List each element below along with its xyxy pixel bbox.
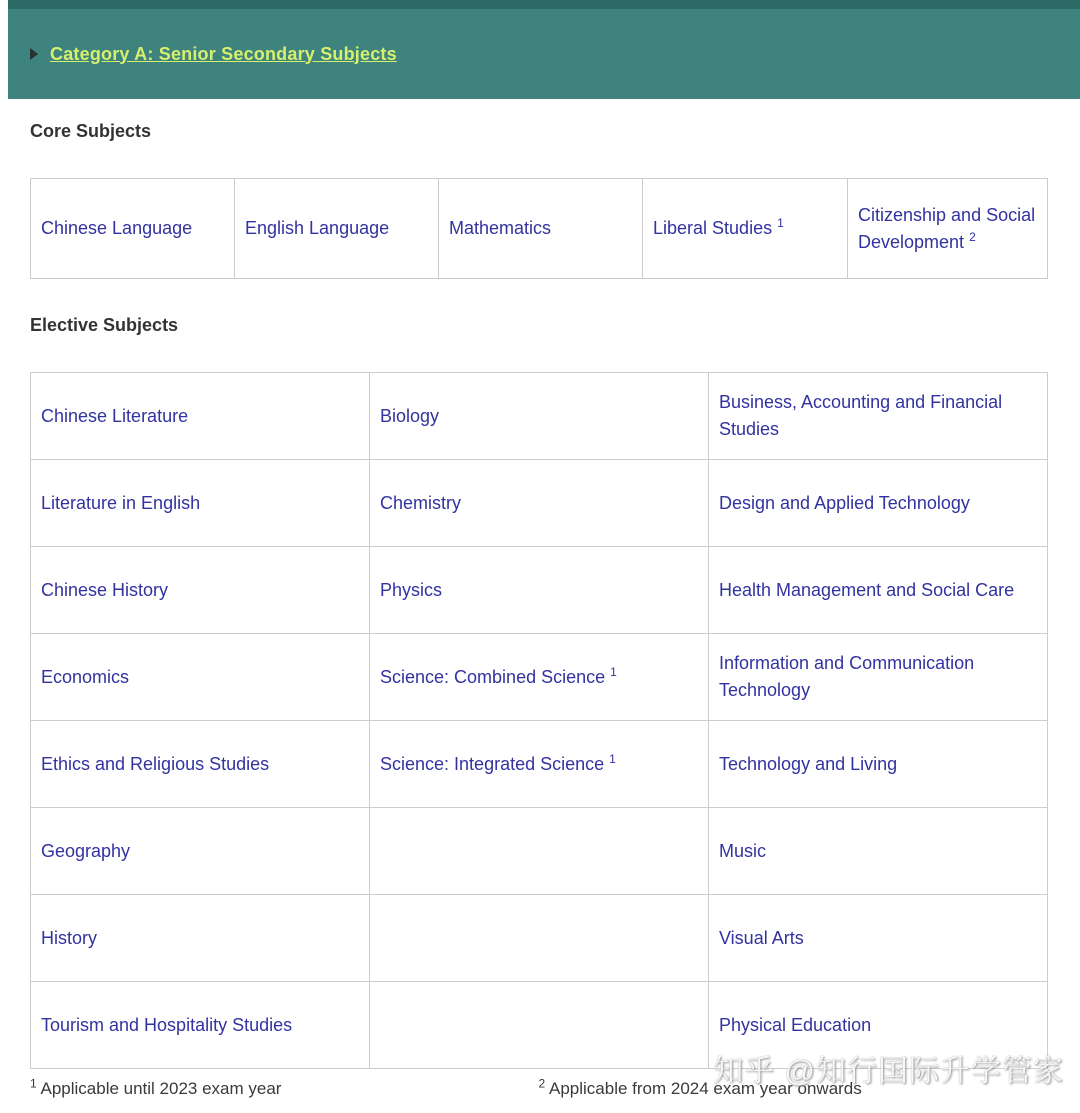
table-row: [31, 460, 1048, 547]
subject-link[interactable]: Citizenship and Social Development $^2$: [858, 204, 1036, 252]
subject-link[interactable]: Music: [719, 840, 767, 861]
table-cell: [31, 808, 370, 895]
subject-link[interactable]: Information and Communication Technology: [719, 653, 975, 700]
triangle-right-icon: [30, 48, 38, 60]
core-subjects-row: [31, 179, 1048, 279]
table-cell: [370, 547, 709, 634]
table-cell-empty: [370, 982, 709, 1069]
subject-link[interactable]: Liberal Studies $^1$: [653, 216, 784, 238]
elective-subjects-table: [30, 372, 1048, 1069]
footnote-1-marker: 1: [30, 1076, 37, 1091]
subject-link[interactable]: Technology and Living: [719, 753, 898, 774]
zhihu-watermark: 知乎 @知行国际升学管家: [713, 1055, 1064, 1088]
subject-link[interactable]: Health Management and Social Care: [719, 579, 1015, 600]
table-cell: [643, 179, 848, 279]
subject-link[interactable]: Tourism and Hospitality Studies: [41, 1014, 293, 1035]
subject-link[interactable]: Business, Accounting and Financial Studies: [719, 392, 1003, 439]
table-row: [31, 895, 1048, 982]
footnote-1-text: Applicable until 2023 exam year: [40, 1079, 282, 1098]
subject-link[interactable]: Visual Arts: [719, 927, 804, 948]
table-cell: [709, 982, 1048, 1069]
table-cell: [709, 547, 1048, 634]
table-cell: [439, 179, 643, 279]
subject-link[interactable]: Chinese Literature: [41, 405, 189, 426]
subject-link[interactable]: Chemistry: [380, 492, 462, 513]
table-cell: [370, 373, 709, 460]
subject-link[interactable]: Design and Applied Technology: [719, 492, 970, 513]
subject-link[interactable]: Mathematics: [449, 218, 552, 238]
category-banner: [8, 0, 1080, 99]
table-cell: [709, 808, 1048, 895]
table-row: [31, 808, 1048, 895]
footnotes: [30, 1076, 1047, 1099]
footnote-marker: 1: [777, 216, 784, 230]
table-cell: [31, 982, 370, 1069]
subject-link[interactable]: Science: Integrated Science $^1$: [380, 751, 616, 774]
table-cell: [709, 721, 1048, 808]
table-cell: [709, 460, 1048, 547]
table-cell-empty: [370, 808, 709, 895]
subject-link[interactable]: Ethics and Religious Studies: [41, 753, 270, 774]
table-cell: [31, 547, 370, 634]
table-cell: [848, 179, 1048, 279]
category-a-link[interactable]: Category A: Senior Secondary Subjects: [50, 43, 397, 64]
table-cell: [709, 373, 1048, 460]
table-row: [31, 721, 1048, 808]
footnote-2-text: Applicable from 2024 exam year onwards: [548, 1079, 862, 1098]
footnote-2-marker: 2: [538, 1076, 546, 1091]
footnote-marker: 2: [969, 229, 976, 244]
core-subjects-table: [30, 178, 1048, 279]
table-cell: [235, 179, 439, 279]
table-cell: [31, 634, 370, 721]
subject-link[interactable]: Chinese History: [41, 579, 169, 600]
subject-link[interactable]: Physical Education: [719, 1014, 872, 1035]
table-cell: [370, 634, 709, 721]
core-subjects-heading: Core Subjects: [30, 121, 152, 141]
table-cell: [31, 179, 235, 279]
table-cell: [31, 373, 370, 460]
subject-link[interactable]: Biology: [380, 405, 440, 426]
table-cell: [709, 895, 1048, 982]
subject-link[interactable]: Chinese Language: [41, 218, 193, 238]
table-row: [31, 982, 1048, 1069]
table-cell: [31, 895, 370, 982]
footnote-marker: 1: [609, 751, 616, 766]
subject-link[interactable]: Geography: [41, 840, 131, 861]
table-row: [31, 634, 1048, 721]
footnote-marker: 1: [610, 664, 617, 679]
subject-link[interactable]: History: [41, 927, 98, 948]
table-row: [31, 547, 1048, 634]
subject-link[interactable]: Economics: [41, 666, 130, 687]
table-cell: [370, 721, 709, 808]
subject-link[interactable]: Physics: [380, 579, 443, 600]
table-cell-empty: [370, 895, 709, 982]
subject-link[interactable]: Science: Combined Science $^1$: [380, 664, 617, 687]
subject-link[interactable]: English Language: [245, 218, 390, 238]
table-cell: [370, 460, 709, 547]
table-row: [31, 373, 1048, 460]
elective-subjects-heading: Elective Subjects: [30, 315, 179, 335]
subject-link[interactable]: Literature in English: [41, 492, 201, 513]
main-content: [0, 121, 1080, 1099]
table-cell: [709, 634, 1048, 721]
table-cell: [31, 460, 370, 547]
footnote-2: [538, 1076, 1048, 1099]
table-cell: [31, 721, 370, 808]
footnote-1: [30, 1076, 539, 1099]
